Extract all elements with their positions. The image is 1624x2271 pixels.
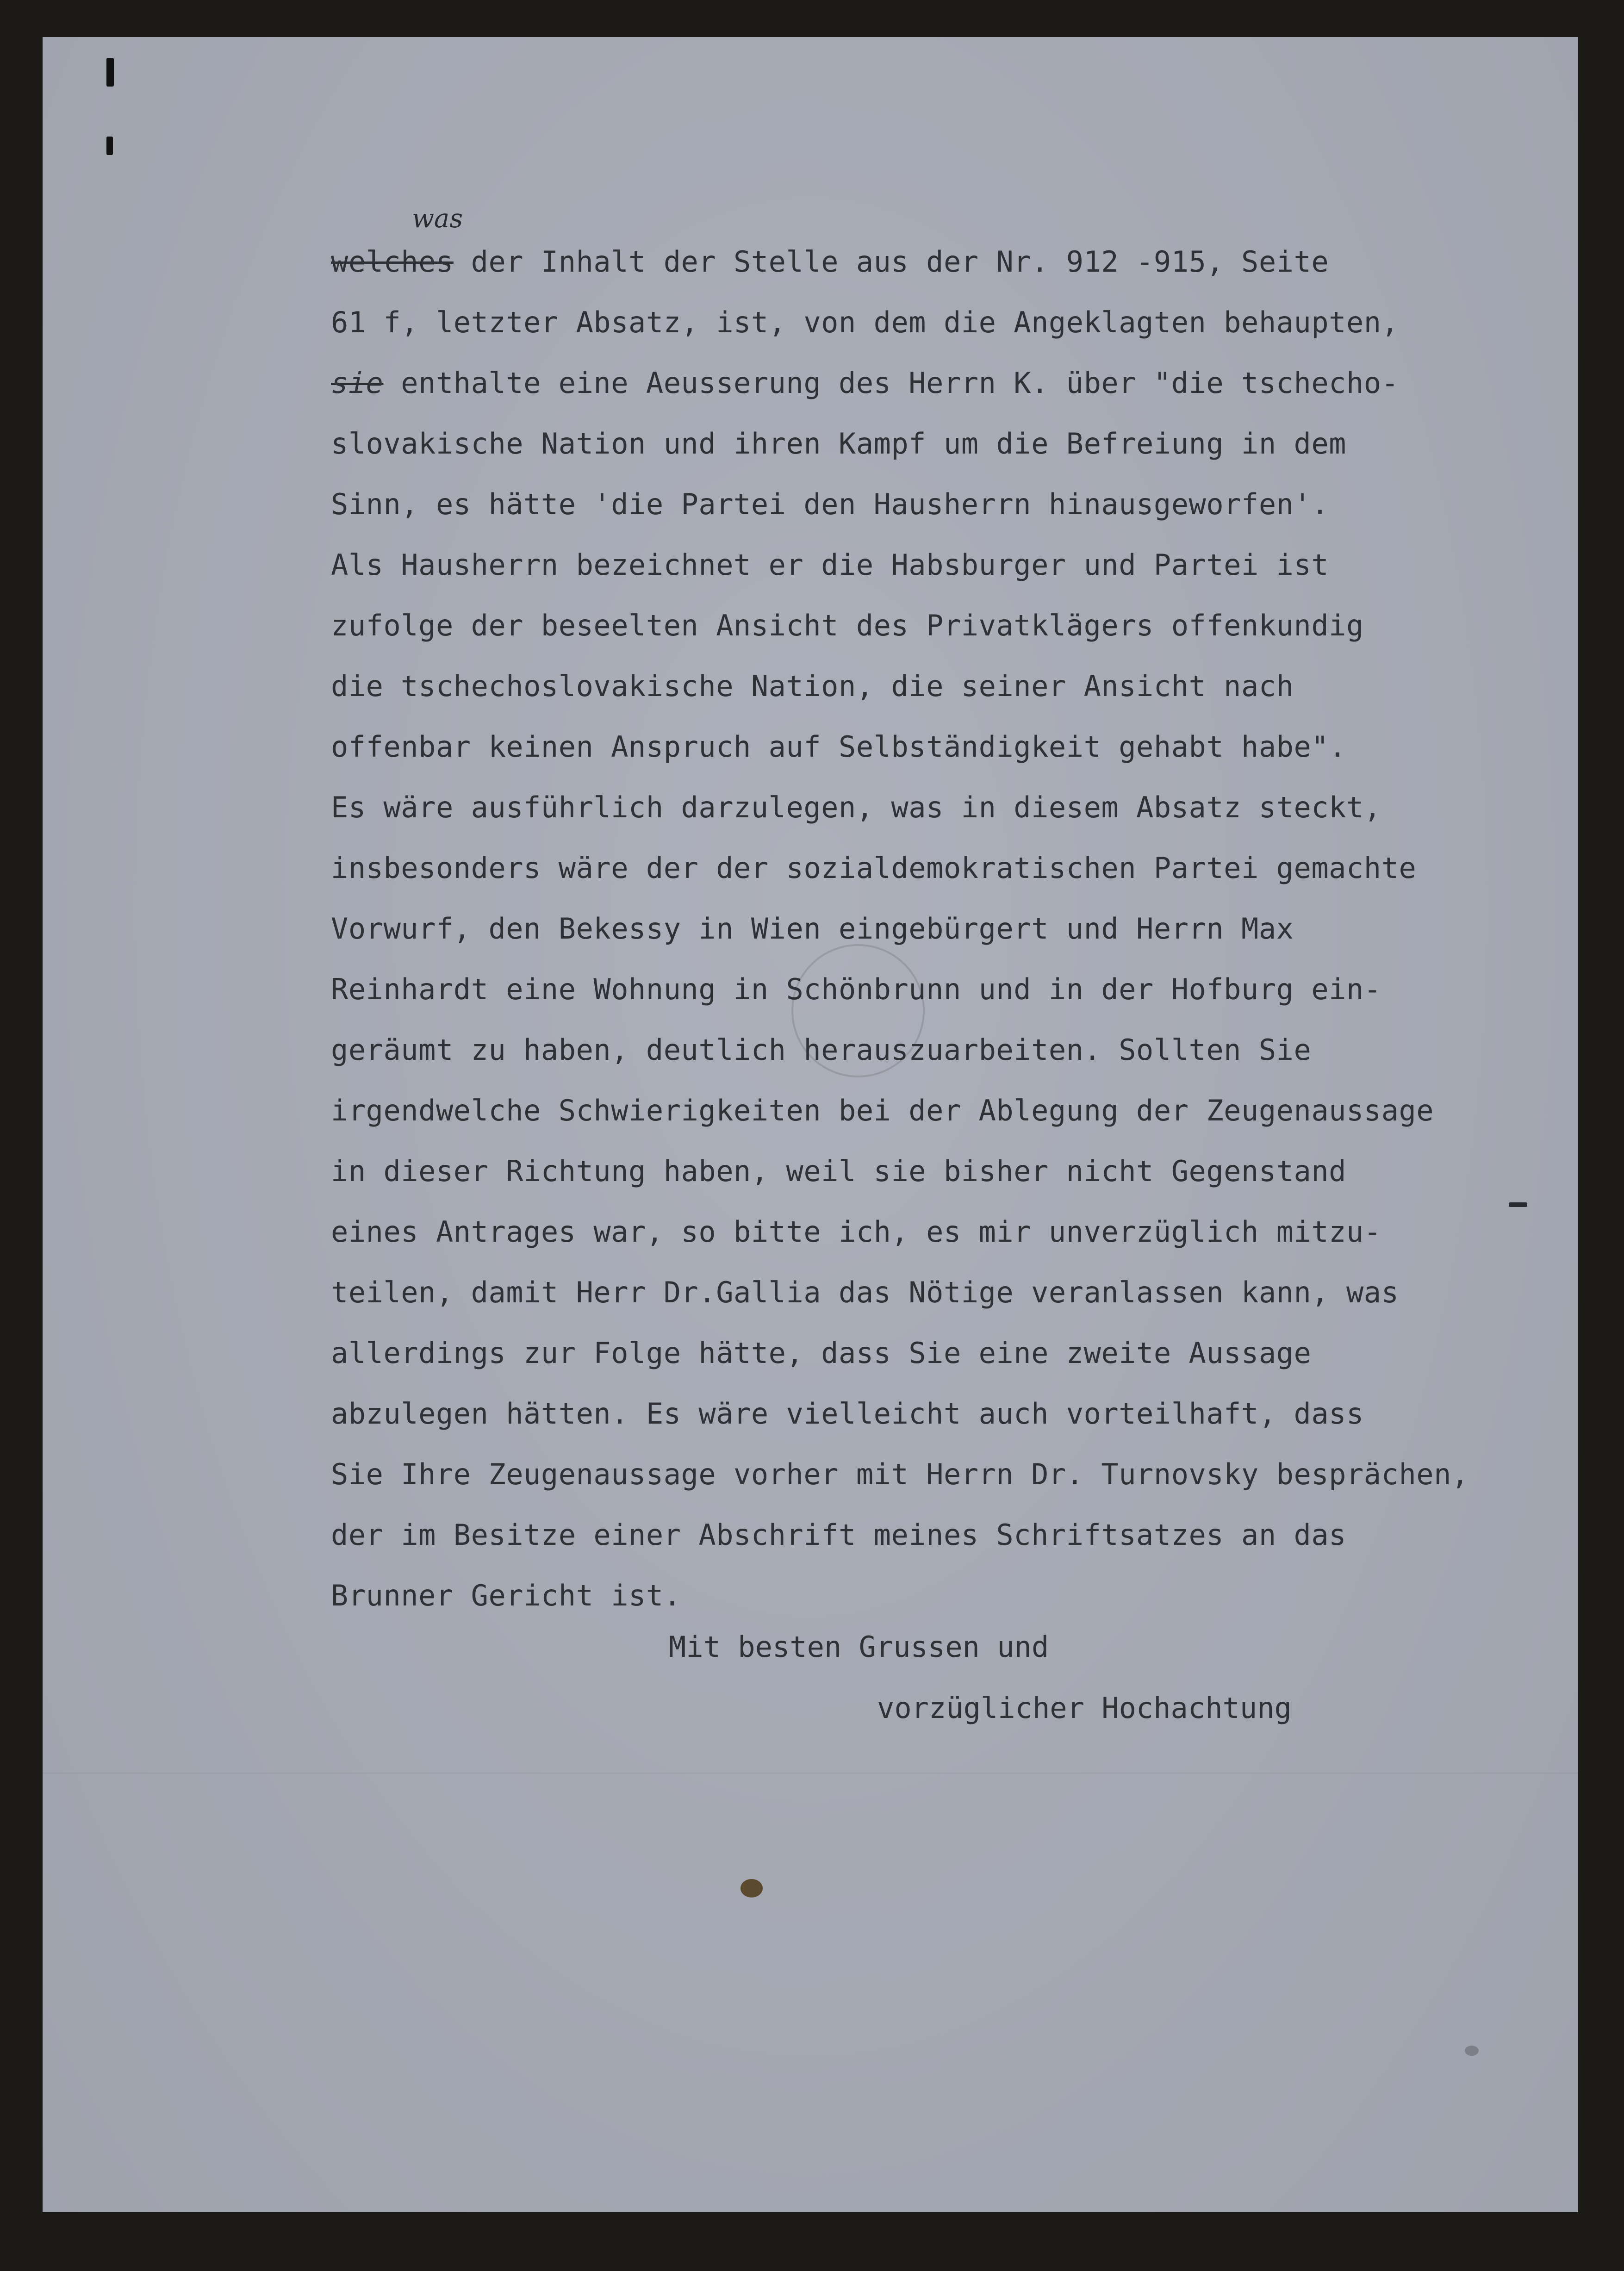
text-line: irgendwelche Schwierigkeiten bei der Ablegung der Zeugenaussage bbox=[331, 1094, 1434, 1127]
text-line: Als Hausherrn bezeichnet er die Habsburger und Partei ist bbox=[331, 548, 1329, 582]
text-line: zufolge der beseelten Ansicht des Privatklägers offenkundig bbox=[331, 609, 1364, 642]
binding-mark-top bbox=[106, 58, 114, 87]
text-line: Vorwurf, den Bekessy in Wien eingebürgert und Herrn Max bbox=[331, 912, 1294, 946]
text-line: Sinn, es hätte 'die Partei den Hausherrn hinausgeworfen'. bbox=[331, 487, 1329, 521]
text-line: teilen, damit Herr Dr.Gallia das Nötige veranlassen kann, was bbox=[331, 1275, 1399, 1309]
text-line: allerdings zur Folge hätte, dass Sie eine zweite Aussage bbox=[331, 1336, 1312, 1370]
text-line: sie enthalte eine Aeusserung des Herrn K. über "die tschecho- bbox=[331, 366, 1399, 400]
text-line: Reinhardt eine Wohnung in Schönbrunn und in der Hofburg ein- bbox=[331, 972, 1381, 1006]
smudge bbox=[1465, 2046, 1479, 2056]
text-line: 61 f, letzter Absatz, ist, von dem die Angeklagten behaupten, bbox=[331, 305, 1399, 339]
struck-word: welches bbox=[331, 245, 454, 279]
text-line: slovakische Nation und ihren Kampf um die Befreiung in dem bbox=[331, 427, 1346, 460]
text-line: offenbar keinen Anspruch auf Selbständigkeit gehabt habe". bbox=[331, 730, 1346, 764]
binding-mark-bottom bbox=[106, 137, 113, 155]
text-line: abzulegen hätten. Es wäre vielleicht auch vorteilhaft, dass bbox=[331, 1397, 1364, 1431]
text-line: die tschechoslovakische Nation, die seiner Ansicht nach bbox=[331, 669, 1294, 703]
text-line: Sie Ihre Zeugenaussage vorher mit Herrn Dr. Turnovsky besprächen, bbox=[331, 1457, 1469, 1491]
closing-greeting: Mit besten Grussen und bbox=[669, 1630, 1049, 1664]
text-line: Es wäre ausführlich darzulegen, was in diesem Absatz steckt, bbox=[331, 790, 1381, 824]
letter-body bbox=[331, 231, 1608, 1626]
text-line: der im Besitze einer Abschrift meines Schriftsatzes an das bbox=[331, 1518, 1346, 1552]
ink-spot bbox=[740, 1879, 763, 1898]
text-line: eines Antrages war, so bitte ich, es mir unverzüglich mitzu- bbox=[331, 1215, 1381, 1249]
text-line: geräumt zu haben, deutlich herauszuarbeiten. Sollten Sie bbox=[331, 1033, 1312, 1067]
handwritten-correction: was bbox=[412, 204, 463, 234]
closing-regards: vorzüglicher Hochachtung bbox=[877, 1691, 1292, 1725]
text-line: insbesonders wäre der der sozialdemokratischen Partei gemachte bbox=[331, 851, 1417, 885]
struck-word: sie bbox=[331, 366, 384, 400]
text-line: Brunner Gericht ist. bbox=[331, 1579, 681, 1612]
text-line: welches der Inhalt der Stelle aus der Nr. 912 -915, Seite bbox=[331, 245, 1329, 279]
text-line: in dieser Richtung haben, weil sie bisher nicht Gegenstand bbox=[331, 1154, 1346, 1188]
